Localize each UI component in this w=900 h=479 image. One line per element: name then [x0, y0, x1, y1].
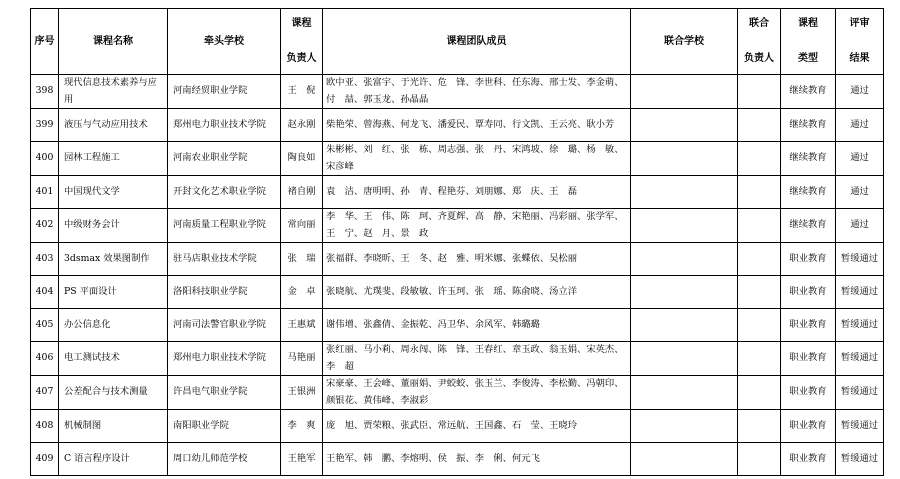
- cell-serial-number: 400: [31, 142, 59, 176]
- cell-course-name: 中级财务会计: [59, 209, 168, 243]
- cell-joint-lead: [738, 376, 781, 410]
- cell-course-lead: 金 卓: [281, 276, 323, 309]
- cell-course-type: 继续教育: [781, 75, 836, 109]
- cell-course-name: 办公信息化: [59, 309, 168, 342]
- cell-review-result: 暂缓通过: [836, 376, 884, 410]
- table-row: [31, 176, 884, 209]
- cell-lead-school: 河南质量工程职业学院: [168, 209, 281, 243]
- cell-joint-school: [631, 276, 738, 309]
- cell-review-result: 通过: [836, 209, 884, 243]
- cell-course-lead: 王艳军: [281, 443, 323, 476]
- cell-lead-school: 南阳职业学院: [168, 410, 281, 443]
- cell-lead-school: 郑州电力职业技术学院: [168, 109, 281, 142]
- cell-course-lead: 王 倪: [281, 75, 323, 109]
- cell-course-lead: 王惠斌: [281, 309, 323, 342]
- cell-lead-school: 河南农业职业学院: [168, 142, 281, 176]
- cell-course-type: 职业教育: [781, 243, 836, 276]
- cell-team-members: 宋豪豪、王会峰、董丽娟、尹蛟蛟、张玉兰、李俊涛、李松勤、冯朝印、颜银花、黄伟峰、李淑彩: [323, 376, 631, 410]
- cell-review-result: 暂缓通过: [836, 443, 884, 476]
- cell-review-result: 暂缓通过: [836, 243, 884, 276]
- header-course-name: [59, 9, 168, 75]
- cell-team-members: 张晓航、尤璞斐、段敏敏、许玉珂、张 瑶、陈俞晓、汤立洋: [323, 276, 631, 309]
- cell-team-members: 李 华、王 伟、陈 珂、齐夏辉、高 静、宋艳丽、冯彩丽、张学军、王 宁、赵 月、景 政: [323, 209, 631, 243]
- header-label: 联合学校: [664, 35, 704, 47]
- header-label: 负责人: [744, 53, 774, 64]
- cell-course-name: 园林工程施工: [59, 142, 168, 176]
- cell-course-name: 中国现代文学: [59, 176, 168, 209]
- table-row: [31, 443, 884, 476]
- table-row: [31, 376, 884, 410]
- cell-course-lead: 马艳丽: [281, 342, 323, 376]
- header-team-members: [323, 9, 631, 75]
- cell-lead-school: 驻马店职业技术学院: [168, 243, 281, 276]
- table-body: [31, 75, 884, 476]
- cell-joint-lead: [738, 410, 781, 443]
- header-course-lead: [281, 9, 323, 75]
- cell-serial-number: 405: [31, 309, 59, 342]
- cell-lead-school: 洛阳科技职业学院: [168, 276, 281, 309]
- cell-course-name: 电工测试技术: [59, 342, 168, 376]
- cell-joint-lead: [738, 342, 781, 376]
- cell-joint-lead: [738, 109, 781, 142]
- cell-course-lead: 李 爽: [281, 410, 323, 443]
- table-row: [31, 75, 884, 109]
- cell-serial-number: 399: [31, 109, 59, 142]
- cell-team-members: 欧中亚、张富宇、于光许、危 锋、李世科、任东海、邢士发、李金萌、付 喆、郭玉龙、孙晶晶: [323, 75, 631, 109]
- header-label: 课程: [798, 18, 818, 29]
- cell-team-members: 王艳军、韩 鹏、李熔明、侯 振、李 俐、何元飞: [323, 443, 631, 476]
- header-lead-school: [168, 9, 281, 75]
- cell-course-name: 公差配合与技术测量: [59, 376, 168, 410]
- course-review-table: [30, 8, 884, 476]
- cell-joint-school: [631, 410, 738, 443]
- cell-team-members: 柴艳荣、曾海燕、何龙飞、潘爱民、覃寿同、行文凯、王云亮、耿小芳: [323, 109, 631, 142]
- cell-team-members: 张福群、李晓昕、王 冬、赵 雅、明米娜、张蝶依、吴松丽: [323, 243, 631, 276]
- cell-course-type: 继续教育: [781, 209, 836, 243]
- table-row: [31, 243, 884, 276]
- cell-course-lead: 张 瑞: [281, 243, 323, 276]
- cell-course-type: 职业教育: [781, 410, 836, 443]
- cell-team-members: 朱彬彬、刘 红、张 栋、周志强、张 丹、宋鸿坡、徐 璐、杨 敏、宋彦峰: [323, 142, 631, 176]
- cell-course-name: PS 平面设计: [59, 276, 168, 309]
- cell-team-members: 袁 洁、唐明明、孙 青、程艳芬、刘朋娜、郑 庆、王 磊: [323, 176, 631, 209]
- cell-team-members: 庞 旭、贾荣粮、张武臣、常远航、王国鑫、石 莹、王晓玲: [323, 410, 631, 443]
- cell-review-result: 暂缓通过: [836, 309, 884, 342]
- cell-course-type: 职业教育: [781, 276, 836, 309]
- cell-lead-school: 河南经贸职业学院: [168, 75, 281, 109]
- header-label: 联合: [749, 18, 769, 29]
- cell-joint-school: [631, 75, 738, 109]
- cell-joint-school: [631, 176, 738, 209]
- cell-review-result: 暂缓通过: [836, 276, 884, 309]
- table-row: [31, 410, 884, 443]
- cell-joint-school: [631, 142, 738, 176]
- header-label: 评审: [849, 18, 870, 29]
- cell-review-result: 暂缓通过: [836, 342, 884, 376]
- cell-joint-school: [631, 209, 738, 243]
- cell-lead-school: 周口幼儿师范学校: [168, 443, 281, 476]
- cell-course-lead: 陶良如: [281, 142, 323, 176]
- header-review-result: [836, 9, 884, 75]
- cell-course-lead: 王银洲: [281, 376, 323, 410]
- cell-joint-lead: [738, 309, 781, 342]
- table-row: [31, 142, 884, 176]
- cell-course-type: 继续教育: [781, 109, 836, 142]
- table-row: [31, 309, 884, 342]
- cell-joint-school: [631, 342, 738, 376]
- cell-course-name: C 语言程序设计: [59, 443, 168, 476]
- cell-joint-lead: [738, 176, 781, 209]
- cell-course-lead: 赵永刚: [281, 109, 323, 142]
- cell-review-result: 通过: [836, 142, 884, 176]
- header-row: [31, 9, 884, 75]
- cell-review-result: 通过: [836, 75, 884, 109]
- cell-joint-lead: [738, 142, 781, 176]
- cell-serial-number: 402: [31, 209, 59, 243]
- cell-joint-lead: [738, 75, 781, 109]
- header-label: 课程团队成员: [446, 35, 507, 47]
- cell-joint-school: [631, 443, 738, 476]
- cell-course-type: 继续教育: [781, 176, 836, 209]
- table-row: [31, 276, 884, 309]
- cell-joint-lead: [738, 209, 781, 243]
- cell-course-lead: 常向丽: [281, 209, 323, 243]
- cell-joint-lead: [738, 276, 781, 309]
- cell-joint-school: [631, 376, 738, 410]
- cell-review-result: 通过: [836, 109, 884, 142]
- table-row: [31, 342, 884, 376]
- cell-lead-school: 许昌电气职业学院: [168, 376, 281, 410]
- cell-serial-number: 408: [31, 410, 59, 443]
- cell-lead-school: 河南司法警官职业学院: [168, 309, 281, 342]
- cell-serial-number: 406: [31, 342, 59, 376]
- header-joint-school: [631, 9, 738, 75]
- cell-course-name: 现代信息技术素养与应用: [59, 75, 168, 109]
- header-label: 类型: [798, 53, 818, 64]
- cell-review-result: 通过: [836, 176, 884, 209]
- cell-serial-number: 409: [31, 443, 59, 476]
- cell-team-members: 谢伟增、张鑫倩、金振乾、冯卫华、余风军、韩璐璐: [323, 309, 631, 342]
- cell-joint-lead: [738, 243, 781, 276]
- header-serial-number: [31, 9, 59, 75]
- cell-team-members: 张红丽、马小莉、周永闯、陈 锋、王春红、章玉政、翁玉娟、宋英杰、李 超: [323, 342, 631, 376]
- cell-course-name: 3dsmax 效果图制作: [59, 243, 168, 276]
- cell-course-type: 职业教育: [781, 342, 836, 376]
- cell-course-name: 机械制图: [59, 410, 168, 443]
- cell-serial-number: 404: [31, 276, 59, 309]
- cell-course-type: 继续教育: [781, 142, 836, 176]
- header-label: 负责人: [286, 53, 317, 64]
- header-label: 课程名称: [93, 35, 133, 47]
- cell-joint-school: [631, 309, 738, 342]
- header-joint-lead: [738, 9, 781, 75]
- cell-serial-number: 407: [31, 376, 59, 410]
- cell-joint-school: [631, 243, 738, 276]
- cell-serial-number: 398: [31, 75, 59, 109]
- cell-course-name: 液压与气动应用技术: [59, 109, 168, 142]
- table-row: [31, 209, 884, 243]
- header-label: 结果: [849, 53, 870, 64]
- cell-joint-lead: [738, 443, 781, 476]
- cell-lead-school: 开封文化艺术职业学院: [168, 176, 281, 209]
- header-label: 序号: [34, 35, 55, 47]
- cell-course-type: 职业教育: [781, 443, 836, 476]
- cell-serial-number: 401: [31, 176, 59, 209]
- cell-course-type: 职业教育: [781, 309, 836, 342]
- header-label: 课程: [291, 18, 312, 29]
- cell-review-result: 暂缓通过: [836, 410, 884, 443]
- cell-joint-school: [631, 109, 738, 142]
- header-course-type: [781, 9, 836, 75]
- header-label: 牵头学校: [204, 35, 244, 47]
- table-row: [31, 109, 884, 142]
- cell-course-lead: 褚自刚: [281, 176, 323, 209]
- cell-serial-number: 403: [31, 243, 59, 276]
- cell-lead-school: 郑州电力职业技术学院: [168, 342, 281, 376]
- cell-course-type: 职业教育: [781, 376, 836, 410]
